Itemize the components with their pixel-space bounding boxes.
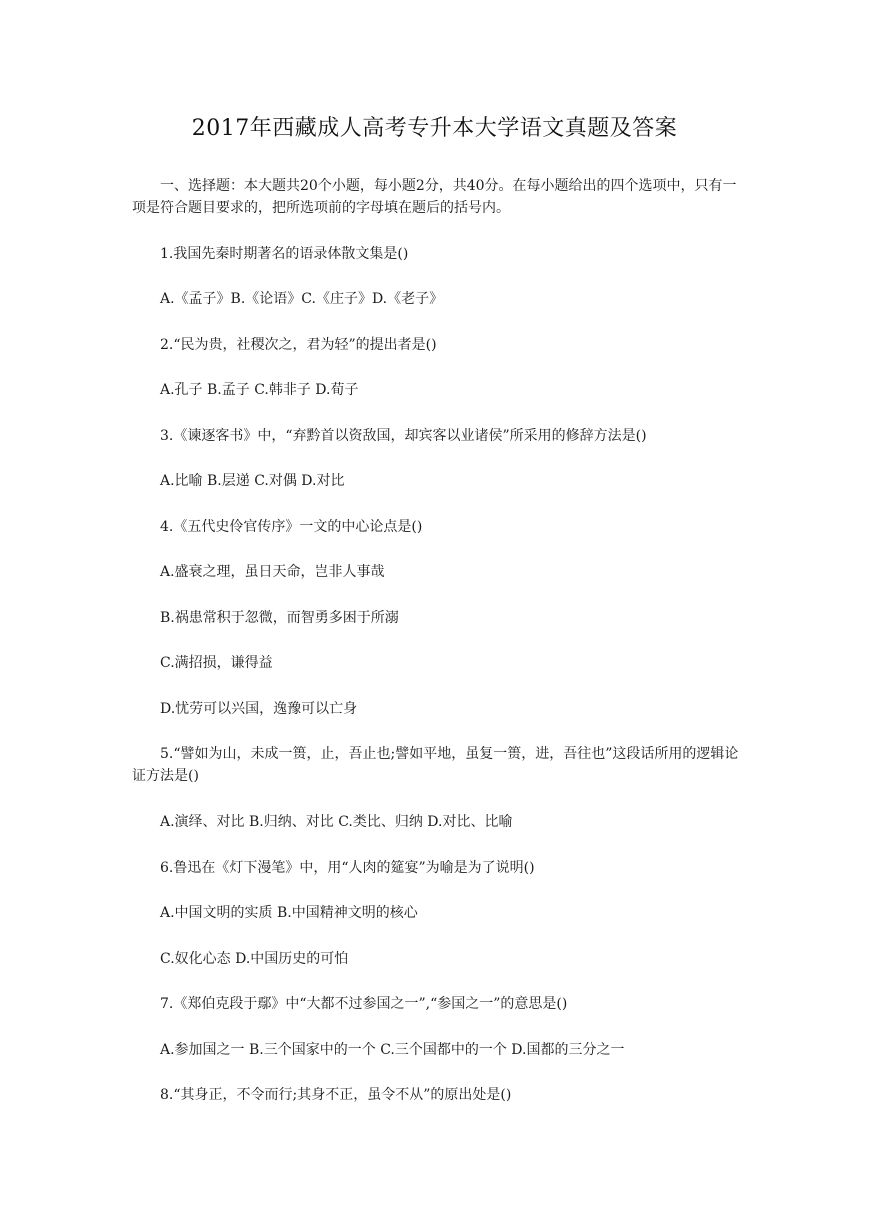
answer-options-6ab: A.中国文明的实质 B.中国精神文明的核心 (160, 905, 418, 921)
question-5: 5.“譬如为山，未成一篑，止，吾止也;譬如平地，虽复一篑，进，吾往也”这段话所用的逻辑论证方法是() (132, 746, 739, 784)
question-2: 2.“民为贵，社稷次之，君为轻”的提出者是() (160, 337, 437, 353)
answer-option-4d: D.忧劳可以兴国，逸豫可以亡身 (160, 701, 358, 717)
answer-options-2: A.孔子 B.孟子 C.韩非子 D.荀子 (160, 382, 359, 398)
answer-options-6cd: C.奴化心态 D.中国历史的可怕 (160, 951, 349, 967)
question-1: 1.我国先秦时期著名的语录体散文集是() (160, 246, 409, 262)
answer-options-7: A.参加国之一 B.三个国家中的一个 C.三个国都中的一个 D.国都的三分之一 (160, 1042, 625, 1058)
question-6: 6.鲁迅在《灯下漫笔》中，用“人肉的筵宴”为喻是为了说明() (160, 860, 535, 876)
question-4: 4.《五代史伶官传序》一文的中心论点是() (160, 519, 423, 535)
document-title: 2017年西藏成人高考专升本大学语文真题及答案 (191, 116, 678, 141)
answer-option-4a: A.盛衰之理，虽日天命，岂非人事哉 (160, 564, 385, 580)
answer-options-3: A.比喻 B.层递 C.对偶 D.对比 (160, 473, 345, 489)
question-3: 3.《谏逐客书》中，“弃黔首以资敌国，却宾客以业诸侯”所采用的修辞方法是() (160, 428, 647, 444)
instructions-paragraph: 一、选择题：本大题共20个小题，每小题2分，共40分。在每小题给出的四个选项中，只有一项是符合题目要求的，把所选项前的字母填在题后的括号内。 (132, 178, 737, 216)
question-8: 8.“其身正，不令而行;其身不正，虽令不从”的原出处是() (160, 1087, 512, 1103)
answer-option-4b: B.祸患常积于忽微，而智勇多困于所溺 (160, 610, 399, 626)
answer-option-4c: C.满招损，谦得益 (160, 655, 273, 671)
answer-options-1: A.《孟子》B.《论语》C.《庄子》D.《老子》 (160, 291, 444, 307)
answer-options-5: A.演绎、对比 B.归纳、对比 C.类比、归纳 D.对比、比喻 (160, 814, 513, 830)
question-7: 7.《郑伯克段于鄢》中“大都不过参国之一”,“参国之一”的意思是() (160, 996, 568, 1012)
